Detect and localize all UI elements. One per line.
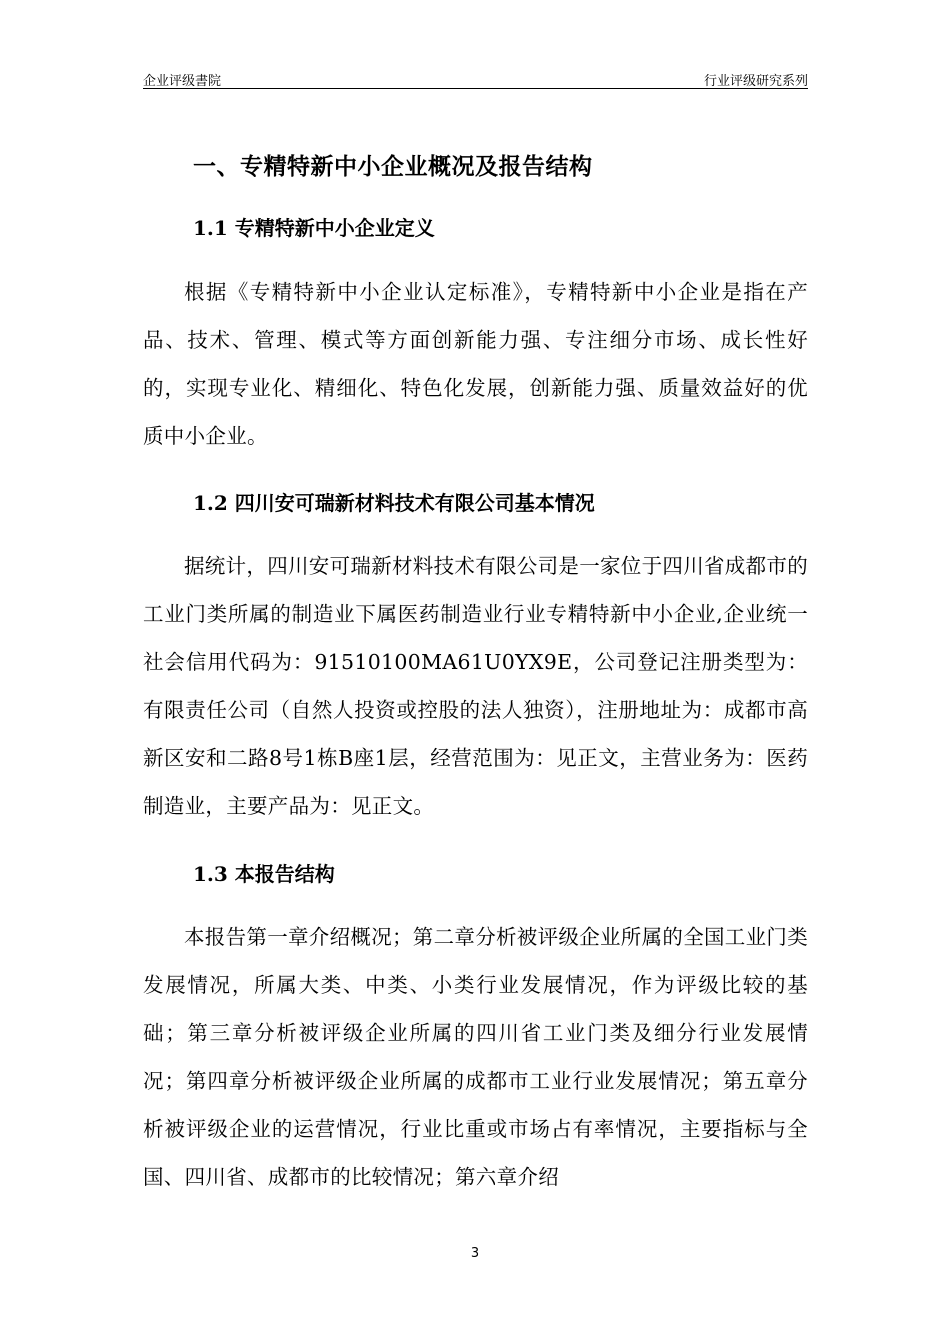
chapter-title: 一、专精特新中小企业概况及报告结构	[193, 153, 593, 180]
header-right-text: 行业评级研究系列	[703, 74, 808, 89]
section-paragraph-1-3: 本报告第一章介绍概况；第二章分析被评级企业所属的全国工业门类发展情况，所属大类、中类、小类行业发展情况，作为评级比较的基础；第三章分析被评级企业所属的四川省工业门类及细分行业发展情况；第四章分析被评级企业所属的成都市工业行业发展情况；第五章分析被评级企业的运营情况，行业比重或市场占有率情况，主要指标与全国、四川省、成都市的比较情况；第六章介绍	[143, 925, 808, 1189]
section-paragraph-1-1: 根据《专精特新中小企业认定标准》，专精特新中小企业是指在产品、技术、管理、模式等方面创新能力强、专注细分市场、成长性好的，实现专业化、精细化、特色化发展，创新能力强、质量效益好的优质中小企业。	[143, 280, 808, 448]
page-header	[143, 70, 808, 89]
section-heading-1-2: 1.2 四川安可瑞新材料技术有限公司基本情况	[193, 491, 595, 515]
section-heading-1-1: 1.1 专精特新中小企业定义	[193, 216, 435, 240]
section-paragraph-1-2: 据统计，四川安可瑞新材料技术有限公司是一家位于四川省成都市的工业门类所属的制造业下属医药制造业行业专精特新中小企业,企业统一社会信用代码为：91510100MA61U0YX9E，公司登记注册类型为：有限责任公司（自然人投资或控股的法人独资），注册地址为：成都市高新区安和二路8号1栋B座1层，经营范围为：见正文，主营业务为：医药制造业，主要产品为：见正文。	[143, 554, 808, 818]
header-left-text: 企业评级書院	[143, 74, 222, 89]
page-number: 3	[470, 1246, 480, 1261]
section-heading-1-3: 1.3 本报告结构	[193, 862, 335, 886]
